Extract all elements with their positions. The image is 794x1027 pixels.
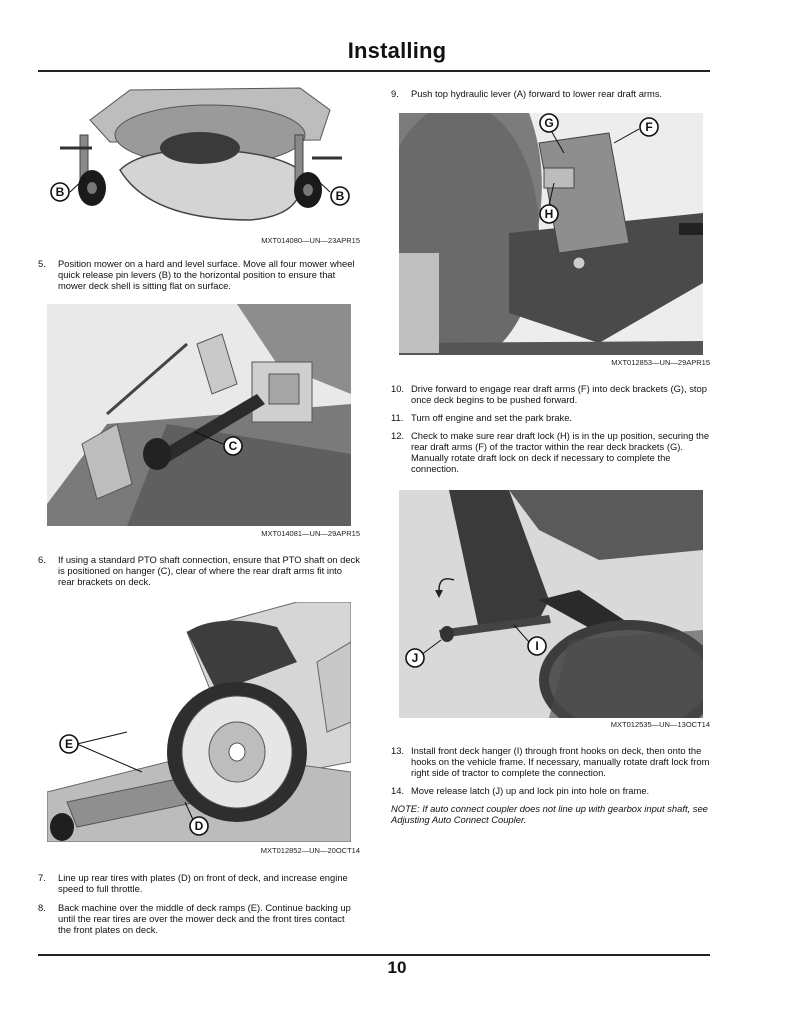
step-text: Position mower on a hard and level surface. Move all four mower wheel quick release pin levers (B) to the horizontal position to ensure that mower deck shell is sitting flat on surface. [58, 258, 355, 291]
pto-shaft-illustration [47, 304, 351, 526]
step-item [391, 745, 711, 778]
draft-arms-illustration [399, 113, 703, 355]
figure-caption: MXT012853—UN—29APR15 [611, 358, 710, 367]
step-item [38, 554, 360, 587]
step-item [38, 258, 360, 291]
figure-front-deck-hanger [399, 490, 703, 718]
figure-tractor-deck-ramps [47, 602, 351, 842]
svg-text:J: J [411, 651, 419, 665]
step-number: 5. [38, 258, 46, 269]
step-number: 14. [391, 785, 405, 796]
step-item [391, 785, 711, 796]
svg-text:C: C [228, 439, 238, 453]
svg-text:I: I [535, 639, 539, 653]
step-number: 8. [38, 902, 46, 913]
step-item [391, 430, 711, 474]
front-hanger-illustration [399, 490, 703, 718]
note-block [391, 803, 711, 825]
footer-rule [38, 954, 710, 956]
step-number: 12. [391, 430, 405, 441]
svg-text:G: G [544, 116, 554, 130]
note-text: If auto connect coupler does not line up with gearbox input shaft, see Adjusting Auto Connect Coupler. [391, 803, 708, 825]
figure-caption: MXT014080—UN—23APR15 [261, 236, 360, 245]
svg-text:B: B [55, 185, 65, 199]
svg-text:D: D [194, 819, 204, 833]
mower-deck-illustration [50, 80, 350, 230]
step-number: 10. [391, 383, 405, 394]
step-text: Move release latch (J) up and lock pin into hole on frame. [411, 785, 650, 796]
step-item [391, 383, 711, 405]
header-rule [38, 70, 710, 72]
tractor-ramps-illustration [47, 602, 351, 842]
step-text: Install front deck hanger (I) through front hooks on deck, then onto the hooks on the vehicle frame. If necessary, manually rotate draft lock from right side of tractor to complete the connection. [411, 745, 710, 778]
page-number: 10 [387, 958, 407, 977]
figure-caption: MXT012535—UN—13OCT14 [610, 720, 710, 729]
step-number: 11. [391, 412, 404, 423]
svg-text:B: B [335, 189, 345, 203]
figure-pto-shaft-hanger [47, 304, 351, 526]
step-text: Turn off engine and set the park brake. [411, 412, 573, 423]
figure-caption: MXT012852—UN—20OCT14 [260, 846, 360, 855]
svg-text:F: F [645, 120, 653, 134]
svg-text:H: H [544, 207, 554, 221]
step-number: 6. [38, 554, 46, 565]
figure-mower-deck-wheels [50, 80, 350, 230]
step-number: 13. [391, 745, 405, 756]
note-label: NOTE: [391, 803, 420, 814]
step-item [391, 88, 711, 99]
step-text: If using a standard PTO shaft connection, ensure that PTO shaft on deck is positioned on hanger (C), clear of where the rear draft arms fit into rear brackets on deck. [58, 554, 360, 587]
step-item [38, 872, 360, 894]
figure-caption: MXT014081—UN—29APR15 [261, 529, 360, 538]
step-text: Line up rear tires with plates (D) on front of deck, and increase engine speed to full throttle. [58, 872, 348, 894]
step-text: Drive forward to engage rear draft arms (F) into deck brackets (G), stop once deck begins to be pushed forward. [411, 383, 707, 405]
step-text: Check to make sure rear draft lock (H) is in the up position, securing the rear draft arms (F) of the tractor within the rear deck brackets (G). Manually rotate draft lock on deck if necessary to complete the connection. [411, 430, 710, 474]
step-number: 9. [391, 88, 399, 99]
svg-text:E: E [64, 737, 74, 751]
step-number: 7. [38, 872, 46, 883]
page-title: Installing [347, 38, 447, 63]
step-item [38, 902, 360, 935]
figure-draft-arms-brackets [399, 113, 703, 355]
step-item [391, 412, 711, 423]
step-text: Back machine over the middle of deck ramps (E). Continue backing up until the rear tires are over the mower deck and the front tires contact the front plates on deck. [58, 902, 351, 935]
step-text: Push top hydraulic lever (A) forward to lower rear draft arms. [411, 88, 663, 99]
